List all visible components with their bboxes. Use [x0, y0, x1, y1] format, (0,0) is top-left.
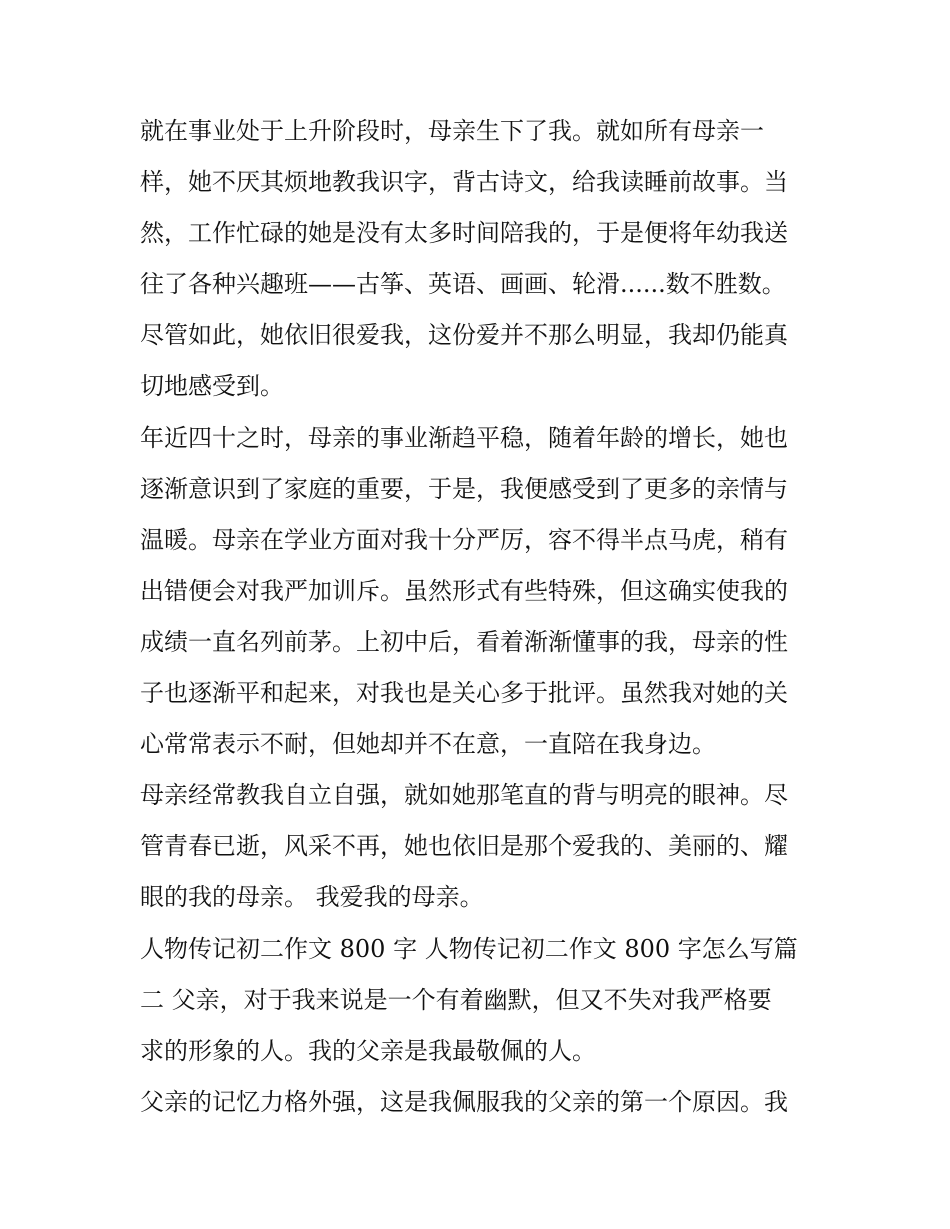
text-line: 心常常表示不耐，但她却并不在意，一直陪在我身边。	[140, 730, 716, 759]
text-line: 尽管如此，她依旧很爱我，这份爱并不那么明显，我却仍能真	[140, 321, 788, 350]
text-line: 子也逐渐平和起来，对我也是关心多于批评。虽然我对她的关	[140, 679, 788, 708]
text-line: 样，她不厌其烦地教我识字，背古诗文，给我读睡前故事。当	[140, 168, 788, 197]
text-line: 然，工作忙碌的她是没有太多时间陪我的，于是便将年幼我送	[140, 219, 788, 248]
text-line: 二 父亲，对于我来说是一个有着幽默，但又不失对我严格要	[140, 985, 772, 1014]
text-line: 眼的我的母亲。 我爱我的母亲。	[140, 883, 484, 912]
text-line: 求的形象的人。我的父亲是我最敬佩的人。	[140, 1036, 596, 1065]
text-line: 逐渐意识到了家庭的重要，于是，我便感受到了更多的亲情与	[140, 474, 788, 503]
text-line: 成绩一直名列前茅。上初中后，看着渐渐懂事的我，母亲的性	[140, 627, 788, 656]
text-line: 出错便会对我严加训斥。虽然形式有些特殊，但这确实使我的	[140, 576, 788, 605]
text-line: 管青春已逝，风采不再，她也依旧是那个爱我的、美丽的、耀	[140, 832, 788, 861]
document-body	[140, 106, 820, 1128]
text-line: 切地感受到。	[140, 372, 284, 401]
text-line: 母亲经常教我自立自强，就如她那笔直的背与明亮的眼神。尽	[140, 781, 788, 810]
text-line: 父亲的记忆力格外强，这是我佩服我的父亲的第一个原因。我	[140, 1087, 788, 1116]
text-line: 就在事业处于上升阶段时，母亲生下了我。就如所有母亲一	[140, 117, 764, 145]
text-line: 年近四十之时，母亲的事业渐趋平稳，随着年龄的增长，她也	[140, 423, 788, 452]
text-line: 人物传记初二作文 800 字 人物传记初二作文 800 字怎么写篇	[140, 934, 798, 963]
text-line: 温暖。母亲在学业方面对我十分严厉，容不得半点马虎，稍有	[140, 525, 788, 554]
text-line: 往了各种兴趣班——古筝、英语、画画、轮滑......数不胜数。	[140, 270, 786, 299]
